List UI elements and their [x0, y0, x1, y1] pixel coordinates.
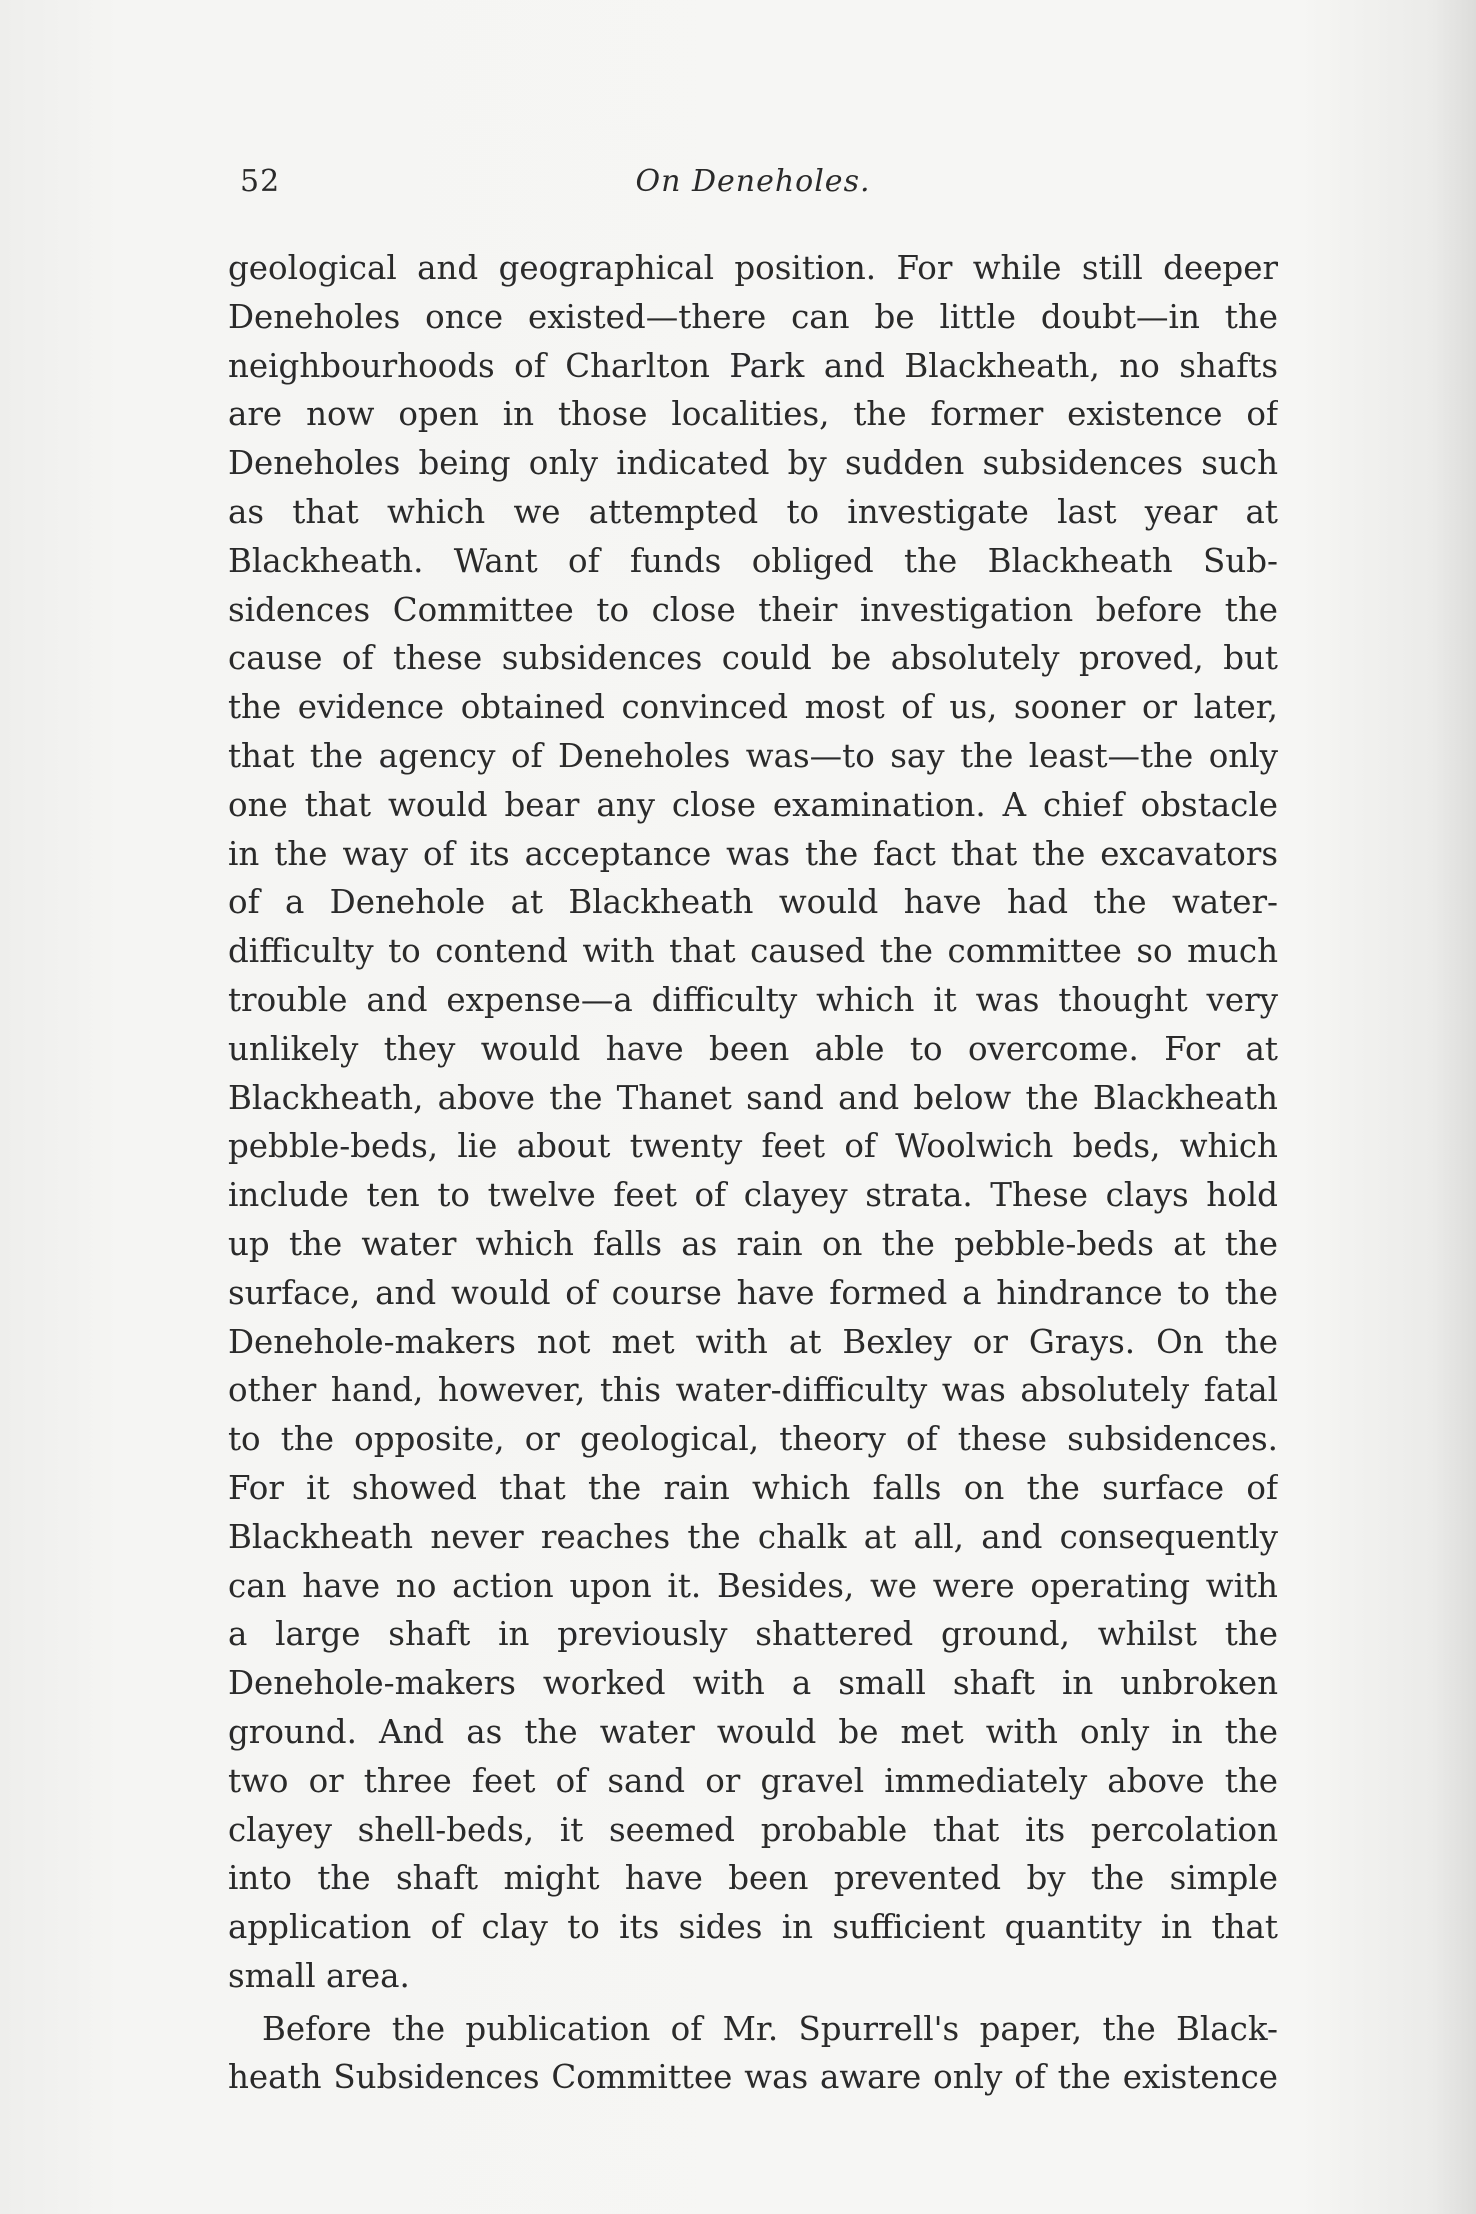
text-line: are now open in those localities, the former existence of: [228, 395, 1278, 434]
text-line: unlikely they would have been able to overcome. For at: [228, 1029, 1278, 1068]
text-line: of a Denehole at Blackheath would have had the water-: [228, 883, 1278, 922]
text-line: a large shaft in previously shattered ground, whilst the: [228, 1615, 1278, 1654]
text-line: For it showed that the rain which falls on the surface of: [228, 1468, 1278, 1507]
text-line: Denehole-makers worked with a small shaft in unbroken: [228, 1664, 1278, 1703]
text-line: ground. And as the water would be met with only in the: [228, 1712, 1278, 1751]
running-head: [228, 164, 1278, 208]
text-line: into the shaft might have been prevented by the simple: [228, 1859, 1278, 1898]
text-line: other hand, however, this water-difficulty was absolutely fatal: [228, 1371, 1278, 1410]
text-line: geological and geographical position. For while still deeper: [228, 249, 1278, 287]
text-line: heath Subsidences Committee was aware only of the existence: [228, 2058, 1278, 2097]
text-line: the evidence obtained convinced most of us, sooner or later,: [228, 688, 1278, 727]
text-line: as that which we attempted to investigate last year at: [228, 492, 1278, 531]
text-line: Deneholes once existed—there can be little doubt—in the: [228, 297, 1278, 336]
text-line: Deneholes being only indicated by sudden subsidences such: [228, 444, 1278, 483]
text-line: pebble-beds, lie about twenty feet of Woolwich beds, which: [228, 1127, 1278, 1166]
text-line: difficulty to contend with that caused the committee so much: [228, 932, 1278, 971]
paragraph: [228, 244, 1278, 2001]
text-line: Blackheath never reaches the chalk at all, and consequently: [228, 1517, 1278, 1556]
running-title: On Deneholes.: [635, 164, 871, 199]
text-line: small area.: [228, 1956, 410, 1995]
text-line: Before the publication of Mr. Spurrell's paper, the Black-: [262, 2009, 1278, 2048]
text-line: clayey shell-beds, it seemed probable that its percolation: [228, 1810, 1278, 1849]
body-text: [228, 244, 1278, 2102]
page-number: 52: [240, 164, 281, 199]
text-line: two or three feet of sand or gravel immediately above the: [228, 1761, 1278, 1800]
text-line: up the water which falls as rain on the pebble-beds at the: [228, 1224, 1278, 1263]
text-line: Blackheath. Want of funds obliged the Blackheath Sub-: [228, 541, 1278, 580]
text-line: trouble and expense—a difficulty which it was thought very: [228, 980, 1278, 1019]
text-line: cause of these subsidences could be absolutely proved, but: [228, 639, 1278, 678]
paragraph: [228, 2005, 1278, 2103]
text-line: can have no action upon it. Besides, we were operating with: [228, 1566, 1278, 1605]
text-line: in the way of its acceptance was the fact that the excavators: [228, 834, 1278, 873]
text-line: Blackheath, above the Thanet sand and below the Blackheath: [228, 1078, 1278, 1117]
text-line: Denehole-makers not met with at Bexley or Grays. On the: [228, 1322, 1278, 1361]
text-line: that the agency of Deneholes was—to say the least—the only: [228, 736, 1278, 775]
text-line: one that would bear any close examination. A chief obstacle: [228, 785, 1278, 824]
text-line: neighbourhoods of Charlton Park and Blackheath, no shafts: [228, 346, 1278, 385]
text-line: application of clay to its sides in sufficient quantity in that: [228, 1908, 1278, 1947]
text-line: surface, and would of course have formed a hindrance to the: [228, 1273, 1278, 1312]
text-line: to the opposite, or geological, theory of these subsidences.: [228, 1420, 1278, 1459]
text-line: include ten to twelve feet of clayey strata. These clays hold: [228, 1176, 1278, 1215]
text-line: sidences Committee to close their investigation before the: [228, 590, 1278, 629]
